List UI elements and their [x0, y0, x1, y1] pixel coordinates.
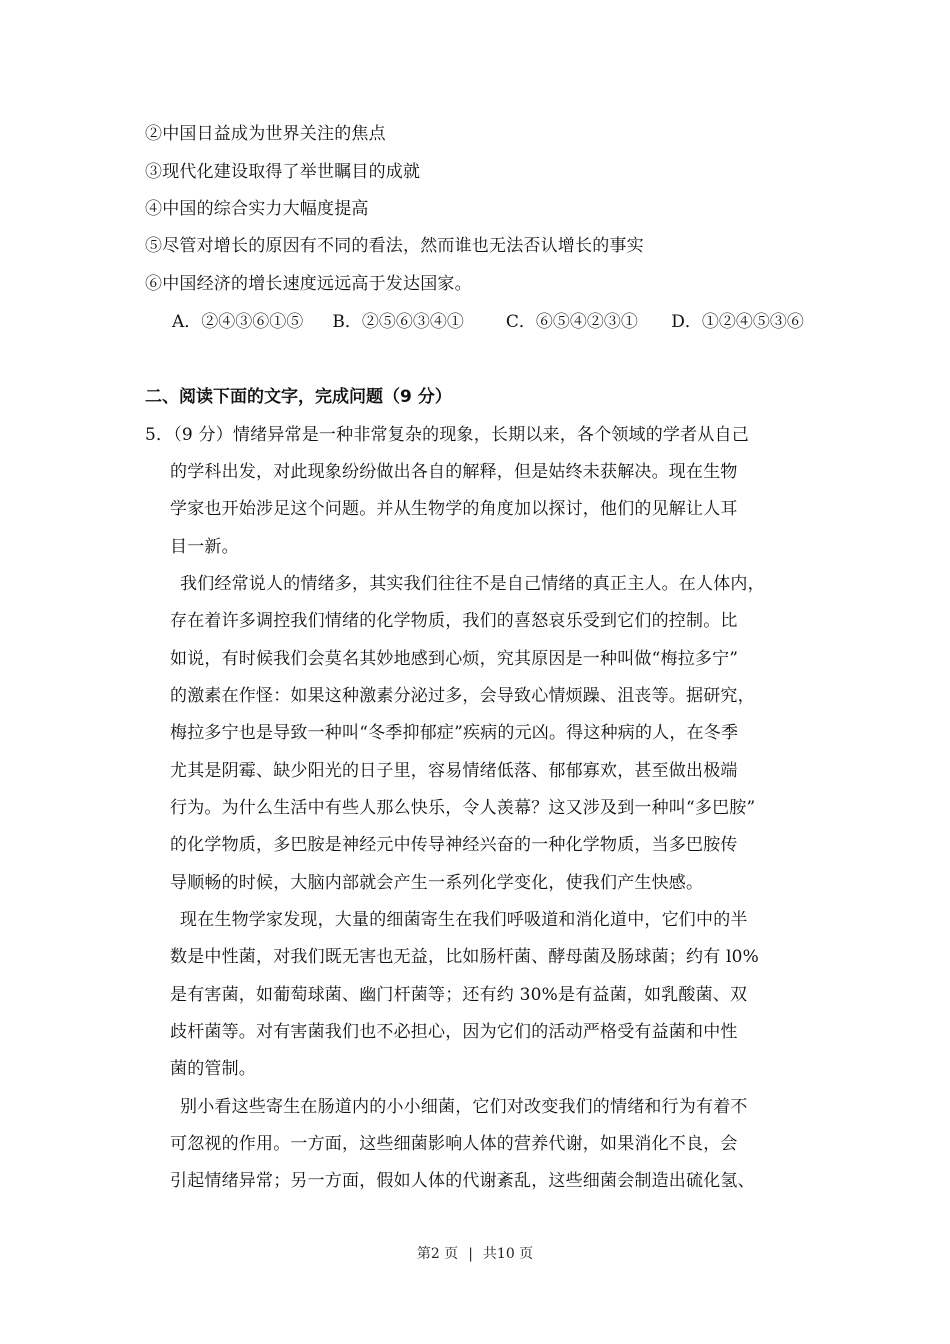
passage-line: 我们经常说人的情绪多，其实我们往往不是自己情绪的真正主人。在人体内， — [180, 574, 765, 594]
passage-line: 可忽视的作用。一方面，这些细菌影响人体的营养代谢，如果消化不良，会 — [170, 1134, 738, 1154]
passage-line: 尤其是阴霉、缺少阳光的日子里，容易情绪低落、郁郁寡欢，甚至做出极端 — [170, 761, 738, 781]
q4-option-b: B．②⑤⑥③④① — [332, 312, 464, 332]
q4-item-5: ⑤尽管对增长的原因有不同的看法，然而谁也无法否认增长的事实 — [145, 236, 644, 256]
passage-line: 歧杆菌等。对有害菌我们也不必担心，因为它们的活动严格受有益菌和中性 — [170, 1022, 738, 1042]
passage-line: 存在着许多调控我们情绪的化学物质，我们的喜怒哀乐受到它们的控制。比 — [170, 611, 738, 631]
q4-option-c: C．⑥⑤④②③① — [505, 312, 638, 332]
q4-answer-options — [172, 310, 804, 334]
section-title: 二、阅读下面的文字，完成问题（9 分） — [145, 387, 452, 407]
passage-line: 的激素在作怪：如果这种激素分泌过多，会导致心情烦躁、沮丧等。据研究， — [170, 686, 755, 706]
passage-line: 数是中性菌，对我们既无害也无益，比如肠杆菌、酵母菌及肠球菌；约有 l0% — [170, 947, 760, 967]
q4-item-4: ④中国的综合实力大幅度提高 — [145, 199, 369, 219]
passage-line: 菌的管制。 — [170, 1059, 256, 1079]
passage-line: 梅拉多宁也是导致一种叫“冬季抑郁症”疾病的元凶。得这种病的人，在冬季 — [170, 723, 739, 743]
passage-line: 行为。为什么生活中有些人那么快乐，令人羡幕？这又涉及到一种叫“多巴胺” — [170, 798, 756, 818]
passage-line: 目一新。 — [170, 537, 239, 557]
q4-item-3: ③现代化建设取得了举世瞩目的成就 — [145, 162, 421, 182]
footer-separator: | — [468, 1246, 473, 1262]
passage-line: 现在生物学家发现，大量的细菌寄生在我们呼吸道和消化道中，它们中的半 — [180, 910, 748, 930]
passage-line: 的化学物质，多巴胺是神经元中传导神经兴奋的一种化学物质，当多巴胺传 — [170, 835, 738, 855]
passage-line: 引起情绪异常；另一方面，假如人体的代谢紊乱，这些细菌会制造出硫化氢、 — [170, 1171, 755, 1191]
passage-line: 如说，有时候我们会莫名其妙地感到心烦，究其原因是一种叫做“梅拉多宁” — [170, 649, 739, 669]
q4-item-6: ⑥中国经济的增长速度远远高于发达国家。 — [145, 274, 472, 294]
q4-item-2: ②中国日益成为世界关注的焦点 — [145, 124, 386, 144]
q4-option-a: A．②④③⑥①⑤ — [172, 312, 304, 332]
page-total: 共10 页 — [482, 1246, 534, 1262]
passage-line: 学家也开始涉足这个问题。并从生物学的角度加以探讨，他们的见解让人耳 — [170, 499, 738, 519]
page-number: 第2 页 — [416, 1246, 459, 1262]
passage-line: 5．（9 分）情绪异常是一种非常复杂的现象，长期以来，各个领域的学者从自己 — [145, 425, 749, 445]
passage-line: 的学科出发，对此现象纷纷做出各自的解释，但是姑终未获解决。现在生物 — [170, 462, 738, 482]
page-footer — [0, 1244, 950, 1264]
passage-line: 别小看这些寄生在肠道内的小小细菌，它们对改变我们的情绪和行为有着不 — [180, 1097, 748, 1117]
q4-option-d: D．①②④⑤③⑥ — [671, 312, 804, 332]
passage-line: 是有害菌，如葡萄球菌、幽门杆菌等；还有约 30%是有益菌，如乳酸菌、双 — [170, 985, 748, 1005]
passage-line: 导顺畅的时候，大脑内部就会产生一系列化学变化，使我们产生快感。 — [170, 873, 704, 893]
